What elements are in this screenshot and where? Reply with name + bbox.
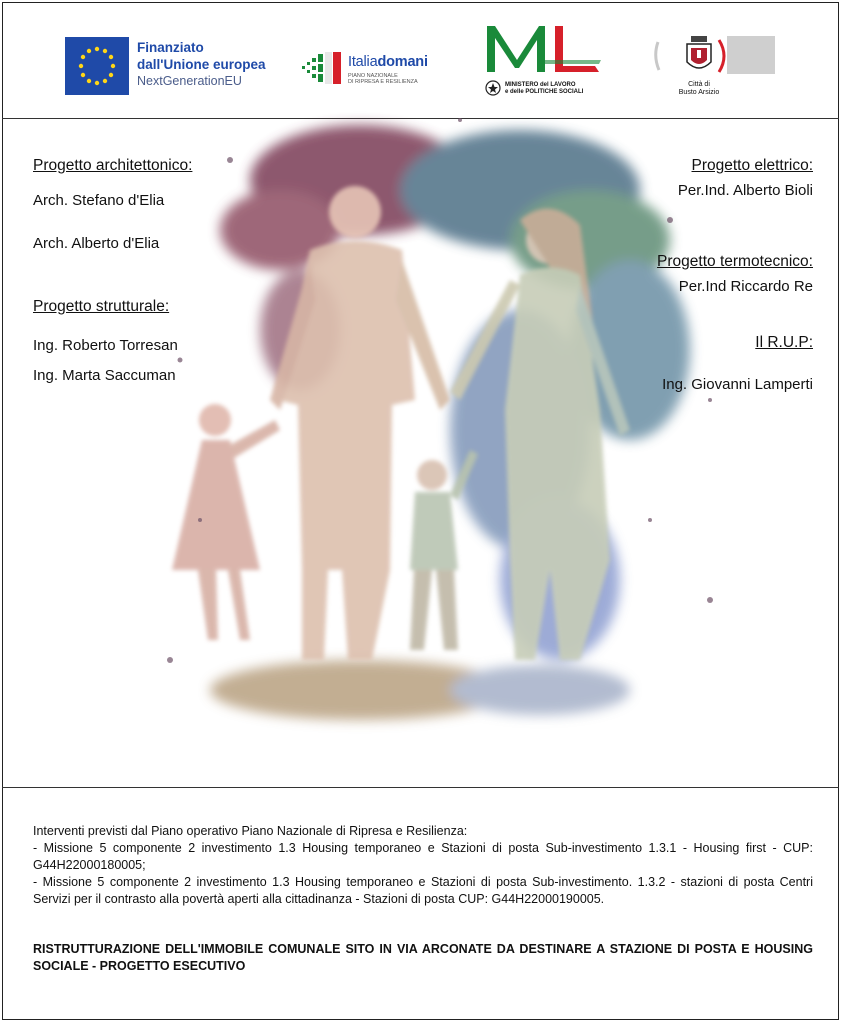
comune-line2: Busto Arsizio xyxy=(678,89,720,96)
rup-name: Ing. Giovanni Lamperti xyxy=(662,376,813,393)
intervention-info xyxy=(33,823,813,908)
eu-funding-logo xyxy=(65,37,280,95)
arch-name-1: Arch. Stefano d'Elia xyxy=(33,192,165,209)
logo-bar xyxy=(55,20,795,110)
strut-heading: Progetto strutturale: xyxy=(33,298,170,315)
italiadomani-name-light: Italia xyxy=(348,54,378,70)
ml-monogram-icon xyxy=(483,20,603,80)
termo-name: Per.Ind Riccardo Re xyxy=(678,278,813,295)
italiadomani-logo xyxy=(300,48,450,88)
family-watercolor-illustration xyxy=(110,100,770,750)
arch-name-2: Arch. Alberto d'Elia xyxy=(33,235,160,252)
italiadomani-sub1: PIANO NAZIONALE xyxy=(348,73,398,79)
arch-heading: Progetto architettonico: xyxy=(33,157,193,174)
italiadomani-mark-icon xyxy=(300,48,344,88)
footer-divider xyxy=(2,787,839,788)
info-intro: Interventi previsti dal Piano operativo Piano Nazionale di Ripresa e Resilienza: xyxy=(33,824,468,838)
elec-heading: Progetto elettrico: xyxy=(691,157,813,174)
eu-line2: dall'Unione europea xyxy=(137,57,266,72)
busto-crest-icon xyxy=(653,34,778,80)
info-item-2: - Missione 5 componente 2 investimento 1.3 Housing temporaneo e Stazioni di posta Sub-investimento. 1.3.2 - stazioni di posta Centri Servizi per il contrasto alla povertà aperti alla cittadinanza - Stazioni di posta CUP: G44H22000190005. xyxy=(33,875,813,906)
busto-arsizio-logo xyxy=(653,34,778,96)
termo-heading: Progetto termotecnico: xyxy=(657,253,813,270)
info-item-1: - Missione 5 componente 2 investimento 1.3 Housing temporaneo e Stazioni di posta Sub-investimento 1.3.1 - Housing first - CUP: G44H22000180005; xyxy=(33,841,813,872)
eu-line1: Finanziato xyxy=(137,40,204,55)
italiadomani-name-bold: domani xyxy=(377,54,428,70)
italiadomani-name xyxy=(348,54,428,70)
project-title: RISTRUTTURAZIONE DELL'IMMOBILE COMUNALE SITO IN VIA ARCONATE DA DESTINARE A STAZIONE DI POSTA E HOUSING SOCIALE - PROGETTO ESECUTIVO xyxy=(33,942,813,973)
italiadomani-sub2: DI RIPRESA E RESILIENZA xyxy=(348,79,418,85)
italian-emblem-icon xyxy=(485,80,501,96)
eu-line3: NextGenerationEU xyxy=(137,74,242,88)
strut-name-2: Ing. Marta Saccuman xyxy=(33,367,176,384)
ministero-line1: MINISTERO del LAVORO xyxy=(505,82,576,88)
comune-line1: Città di xyxy=(688,81,710,88)
eu-flag-icon xyxy=(65,37,129,95)
rup-heading: Il R.U.P: xyxy=(755,334,813,351)
elec-name: Per.Ind. Alberto Bioli xyxy=(677,182,813,199)
ministero-line2: e delle POLITICHE SOCIALI xyxy=(505,89,584,95)
ministero-logo xyxy=(483,20,603,105)
strut-name-1: Ing. Roberto Torresan xyxy=(33,337,178,354)
